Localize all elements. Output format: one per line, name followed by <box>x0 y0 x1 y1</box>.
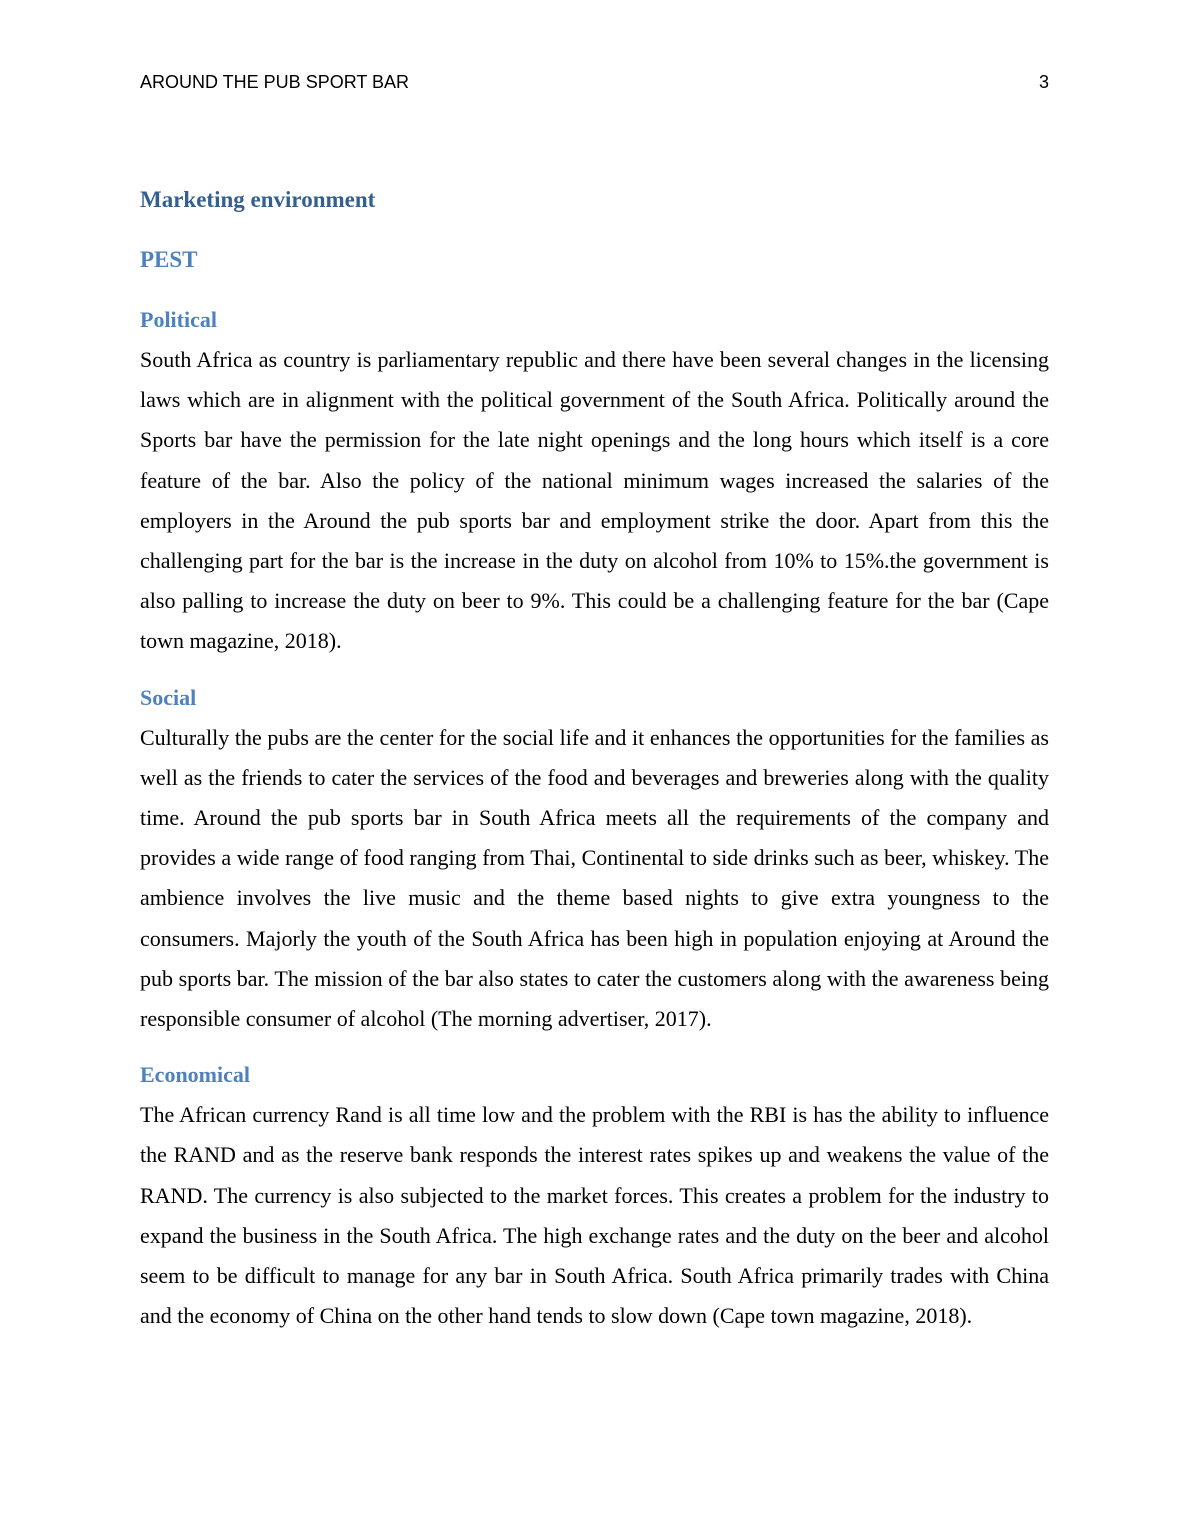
section-heading: Marketing environment <box>140 187 376 212</box>
section-paragraph: Culturally the pubs are the center for the social life and it enhances the opportunities for the families as well as the friends to cater the services of the food and beverages and breweries along with the quality time. Around the pub sports bar in South Africa meets all the requirements of the company and provides a wide range of food ranging from Thai, Continental to side drinks such as beer, whiskey. The ambience involves the live music and the theme based nights to give extra youngness to the consumers. Majorly the youth of the South Africa has been high in population enjoying at Around the pub sports bar. The mission of the bar also states to cater the customers along with the awareness being responsible consumer of alcohol (The morning advertiser, 2017). <box>140 724 1049 1032</box>
section-title: Social <box>140 684 197 710</box>
section-political <box>140 304 1049 662</box>
section-title: Economical <box>140 1062 250 1088</box>
page-header <box>140 72 1049 96</box>
section-paragraph: The African currency Rand is all time low and the problem with the RBI is has the ability to influence the RAND and as the reserve bank responds the interest rates spikes up and weakens the value of the RAND. The currency is also subjected to the market forces. This creates a problem for the industry to expand the business in the South Africa. The high exchange rates and the duty on the beer and alcohol seem to be difficult to manage for any bar in South Africa. South Africa primarily trades with China and the economy of China on the other hand tends to slow down (Cape town magazine, 2018). <box>140 1102 1049 1329</box>
document-body <box>140 184 1049 1356</box>
section-social <box>140 682 1049 1040</box>
section-paragraph: South Africa as country is parliamentary republic and there have been several changes in the licensing laws which are in alignment with the political government of the South Africa. Politically around the Sports bar have the permission for the late night openings and the long hours which itself is a core feature of the bar. Also the policy of the national minimum wages increased the salaries of the employers in the Around the pub sports bar and employment strike the door. Apart from this the challenging part for the bar is the increase in the duty on alcohol from 10% to 15%.the government is also palling to increase the duty on beer to 9%. This could be a challenging feature for the bar (Cape town magazine, 2018). <box>140 347 1049 654</box>
section-economical <box>140 1059 1049 1336</box>
running-head: AROUND THE PUB SPORT BAR <box>140 72 410 92</box>
section-title: Political <box>140 307 217 332</box>
page-number: 3 <box>1038 72 1049 92</box>
subsection-heading: PEST <box>140 247 198 272</box>
